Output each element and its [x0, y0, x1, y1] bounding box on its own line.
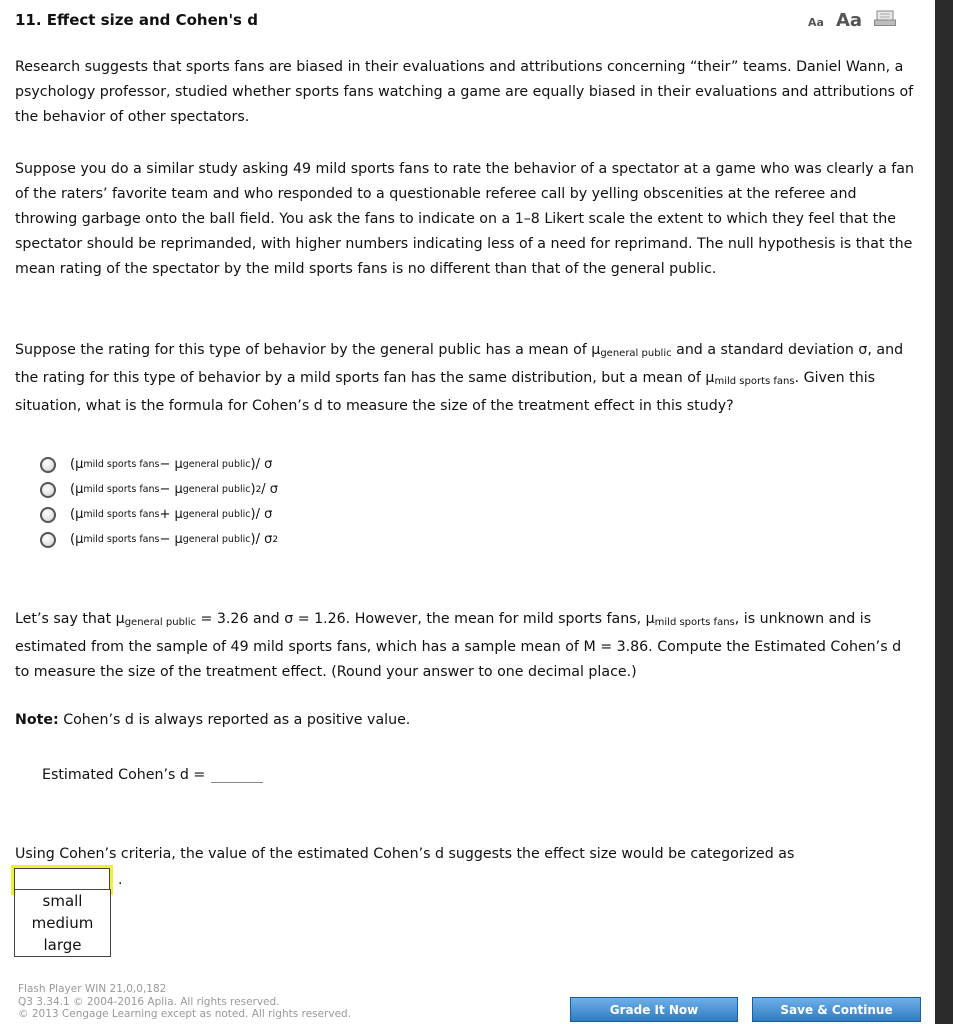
radio-button[interactable] [40, 532, 56, 548]
subscript: mild sports fans [83, 459, 160, 470]
option-3[interactable] [40, 502, 278, 527]
text: + μ [159, 507, 183, 522]
criteria-paragraph: Using Cohen’s criteria, the value of the estimated Cohen’s d suggests the effect size would be categorized as [15, 846, 795, 862]
subscript: general public [182, 509, 251, 520]
text: / σ [255, 507, 273, 522]
right-scrollbar-edge [935, 0, 953, 1024]
text: − μ [159, 482, 183, 497]
subscript: mild sports fans [654, 617, 735, 628]
radio-button[interactable] [40, 507, 56, 523]
flash-version: Flash Player WIN 21,0,0,182 [18, 983, 167, 995]
question-title: 11. Effect size and Cohen's d [15, 11, 258, 29]
subscript: general public [600, 348, 672, 359]
note-label: Note: [15, 712, 59, 728]
cohens-d-label: Estimated Cohen’s d = [42, 767, 206, 783]
text: − μ [159, 532, 183, 547]
grade-it-now-button[interactable]: Grade It Now [570, 997, 738, 1022]
text: Suppose the rating for this type of behavior by the general public has a mean of μ [15, 342, 601, 358]
option-medium[interactable]: medium [31, 914, 94, 932]
text: Let’s say that μ [15, 611, 125, 627]
footer-info [18, 983, 351, 1021]
intro-paragraph: Research suggests that sports fans are biased in their evaluations and attributions concerning “their” teams. Daniel Wann, a psychology professor, studied whether sports fans watching a game are equally biased in their evaluations and attributions of the behavior of other spectators. [15, 59, 914, 125]
subscript: general public [124, 617, 196, 628]
copyright-cengage: © 2013 Cengage Learning except as noted. All rights reserved. [18, 1008, 352, 1020]
text: ) [250, 457, 256, 472]
formula-options [40, 452, 278, 552]
subscript: general public [182, 484, 251, 495]
text: / σ [261, 482, 279, 497]
option-small[interactable]: small [42, 892, 83, 910]
compute-paragraph [15, 607, 915, 685]
cohens-d-input[interactable] [211, 760, 263, 783]
text: / σ [255, 532, 273, 547]
text: and a standard deviation σ, and the rating for this type of behavior by a mild sports fan has the same distribution, but a mean of μ [15, 342, 904, 386]
option-1[interactable] [40, 452, 278, 477]
superscript: 2 [272, 534, 279, 545]
radio-button[interactable] [40, 482, 56, 498]
font-increase-button[interactable]: Aa [835, 10, 863, 31]
option-4[interactable] [40, 527, 278, 552]
text: (μ [70, 482, 84, 497]
option-2[interactable] [40, 477, 278, 502]
sentence-period: . [118, 872, 123, 888]
subscript: mild sports fans [714, 376, 795, 387]
font-decrease-button[interactable]: Aa [808, 16, 824, 29]
formula-question [15, 338, 915, 419]
print-icon[interactable] [874, 10, 896, 26]
study-paragraph: Suppose you do a similar study asking 49 mild sports fans to rate the behavior of a spectator at a game who was clearly a fan of the raters’ favorite team and who responded to a questionable referee call by yelling obscenities at the referee and throwing garbage onto the ball field. You ask the fans to indicate on a 1–8 Likert scale the extent to which they feel that the spectator should be reprimanded, with higher numbers indicating less of a need for reprimand. The null hypothesis is that the mean rating of the spectator by the mild sports fans is no different than that of the general public. [15, 161, 914, 277]
text: − μ [159, 457, 183, 472]
subscript: mild sports fans [83, 509, 160, 520]
save-continue-button[interactable]: Save & Continue [752, 997, 921, 1022]
note [15, 708, 915, 733]
text: , is unknown and is estimated from the sample of 49 mild sports fans, which has a sample mean of M = 3.86. Compute the Estimated Cohen’s d to measure the size of the treatment effect. (Round your answer to one decimal place.) [15, 611, 902, 680]
subscript: mild sports fans [83, 484, 160, 495]
subscript: general public [182, 459, 251, 470]
font-controls [808, 10, 896, 31]
text: = 3.26 and σ = 1.26. However, the mean for mild sports fans, μ [195, 611, 655, 627]
radio-button[interactable] [40, 457, 56, 473]
text: ) [250, 507, 256, 522]
text: / σ [255, 457, 273, 472]
text: ) [250, 532, 256, 547]
text: (μ [70, 457, 84, 472]
text: . Given this situation, what is the formula for Cohen’s d to measure the size of the treatment effect in this study? [15, 370, 876, 414]
option-large[interactable]: large [43, 936, 82, 954]
effect-size-options [14, 889, 111, 957]
cohens-d-answer-row [42, 760, 263, 783]
note-text: Cohen’s d is always reported as a positive value. [58, 712, 411, 728]
subscript: general public [182, 534, 251, 545]
superscript: 2 [255, 484, 262, 495]
copyright-aplia: Q3 3.34.1 © 2004-2016 Aplia. All rights reserved. [18, 995, 280, 1008]
text: (μ [70, 532, 84, 547]
text: (μ [70, 507, 84, 522]
subscript: mild sports fans [83, 534, 160, 545]
text: ) [250, 482, 256, 497]
